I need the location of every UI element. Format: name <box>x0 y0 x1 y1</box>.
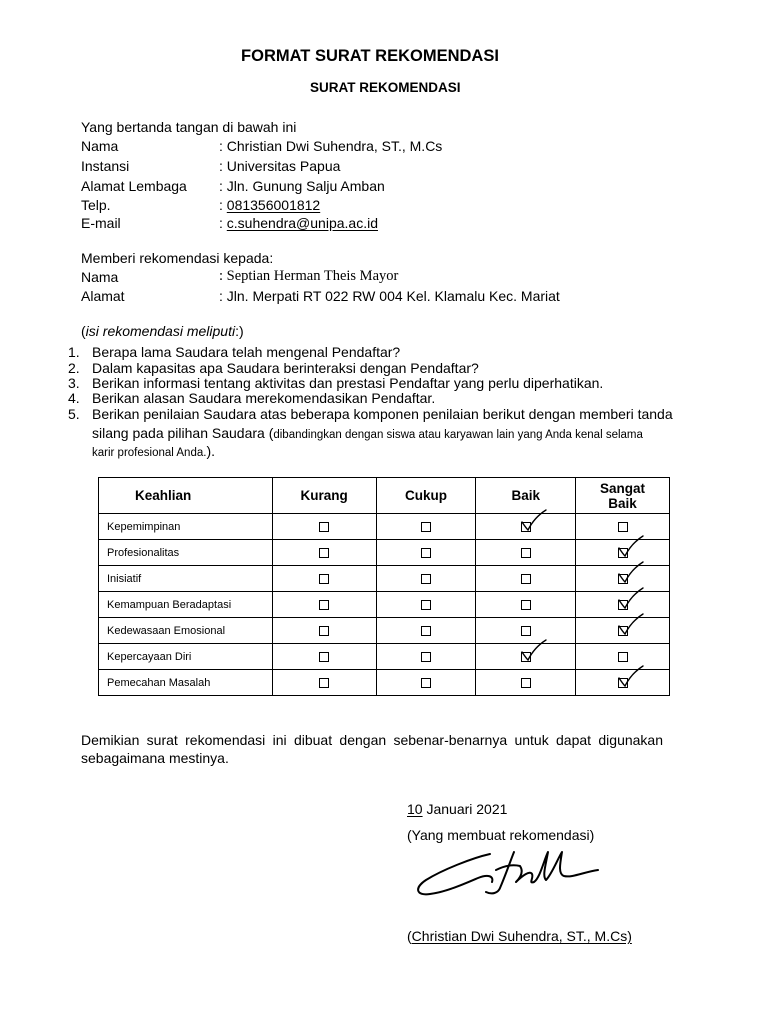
rating-cell-cukup <box>376 618 476 644</box>
checkbox-kurang[interactable] <box>319 548 329 558</box>
rating-cell-sangat-baik <box>576 618 670 644</box>
closing-paragraph: Demikian surat rekomendasi ini dibuat dengan sebenar-benarnya untuk dapat digunakan sebagaimana mestinya. <box>81 732 663 766</box>
signer-name-label: Nama <box>81 138 119 154</box>
checkbox-cukup[interactable] <box>421 574 431 584</box>
check-mark-icon <box>617 534 645 560</box>
checkbox-cukup[interactable] <box>421 652 431 662</box>
checkbox-baik[interactable] <box>521 626 531 636</box>
table-row <box>99 540 670 566</box>
signer-name-value: : Christian Dwi Suhendra, ST., M.Cs <box>219 138 443 154</box>
signature-role: (Yang membuat rekomendasi) <box>407 827 595 843</box>
checkbox-cukup[interactable] <box>421 678 431 688</box>
question-5-continuation: silang pada pilihan Saudara (dibandingkan dengan siswa atau karyawan lain yang Anda kenal selama <box>92 425 643 441</box>
signer-phone-value: : 081356001812 <box>219 197 321 213</box>
rating-cell-kurang <box>272 670 376 696</box>
check-mark-icon <box>617 586 645 612</box>
checkbox-kurang[interactable] <box>319 522 329 532</box>
handwritten-signature <box>412 848 602 900</box>
signature-date: 10 Januari 2021 <box>407 801 508 817</box>
checkbox-kurang[interactable] <box>319 626 329 636</box>
table-row <box>99 514 670 540</box>
check-mark-icon <box>520 508 548 534</box>
checkbox-baik[interactable] <box>521 574 531 584</box>
checkbox-cukup[interactable] <box>421 522 431 532</box>
rating-cell-baik <box>476 514 576 540</box>
rating-table-body <box>99 514 670 696</box>
signer-email-label: E-mail <box>81 215 121 231</box>
question-5-continuation-end: karir profesional Anda.). <box>92 443 215 459</box>
table-row <box>99 618 670 644</box>
signer-address-label: Alamat Lembaga <box>81 178 187 194</box>
recipient-name-value: : Septian Herman Theis Mayor <box>219 268 399 284</box>
rating-cell-baik <box>476 670 576 696</box>
rating-cell-kurang <box>272 618 376 644</box>
checkbox-sangat-baik[interactable] <box>618 522 628 532</box>
signer-address-value: : Jln. Gunung Salju Amban <box>219 178 385 194</box>
checkbox-baik[interactable] <box>521 678 531 688</box>
rating-cell-cukup <box>376 592 476 618</box>
checkbox-kurang[interactable] <box>319 678 329 688</box>
rating-cell-baik <box>476 540 576 566</box>
checkbox-baik[interactable] <box>521 600 531 610</box>
skill-cell: Kepemimpinan <box>99 514 273 540</box>
header-baik: Baik <box>476 478 576 514</box>
rating-cell-baik <box>476 566 576 592</box>
table-row <box>99 592 670 618</box>
rating-cell-kurang <box>272 540 376 566</box>
letter-page: FORMAT SURAT REKOMENDASI SURAT REKOMENDASI Yang bertanda tangan di bawah ini Nama : Christian Dwi Suhendra, ST., M.Cs Instansi : Universitas Papua Alamat Lembaga : Jln. Gunung Salju Amban Telp. : 081356001812 E-mail : c.suhendra@unipa.ac.id Memberi rekomendasi kepada: Nama : Septian Herman Theis Mayor Alamat : Jln. Merpati RT 022 RW 004 Kel. Klamalu Kec. Mariat (isi rekomendasi meliputi:) 1. Berapa lama Saudara telah mengenal Pendaftar? 2. Dalam kapasitas apa Saudara berinteraksi dengan Pendaftar? 3. Berikan informasi tentang aktivitas dan prestasi Pendaftar yang perlu diperhatikan. 4. Berikan alasan Saudara merekomendasikan Pendaftar. 5. Berikan penilaian Saudara atas beberapa komponen penilaian berikut dengan memberi tanda silang pada pilihan Saudara (dibandingkan dengan siswa atau karyawan lain yang Anda kenal selama karir profesional Anda.). Keahlian Kurang Cukup Baik Sangat Baik Kepemimpinan Profesionalitas Inisiatif Kemampuan Beradaptasi Kedewasaan Emosional Kepercayaan Diri Pemecahan Masalah Demikian surat rekomendasi ini dibuat dengan sebenar-benarnya untuk dapat digunakan sebagaimana mestinya. 10 Januari 2021 (Yang membuat rekomendasi) (Christian Dwi Suhendra, ST., M.Cs) <box>0 0 768 1024</box>
check-mark-icon <box>520 638 548 664</box>
rating-cell-cukup <box>376 514 476 540</box>
rating-cell-cukup <box>376 644 476 670</box>
checkbox-cukup[interactable] <box>421 600 431 610</box>
recipient-name-label: Nama <box>81 269 119 285</box>
skill-cell: Kemampuan Beradaptasi <box>99 592 273 618</box>
signer-phone-label: Telp. <box>81 197 111 213</box>
checkbox-kurang[interactable] <box>319 652 329 662</box>
table-row <box>99 566 670 592</box>
rating-cell-cukup <box>376 670 476 696</box>
rating-cell-kurang <box>272 644 376 670</box>
checkbox-kurang[interactable] <box>319 600 329 610</box>
skill-cell: Profesionalitas <box>99 540 273 566</box>
checkbox-kurang[interactable] <box>319 574 329 584</box>
rating-cell-sangat-baik <box>576 670 670 696</box>
recipient-address-label: Alamat <box>81 288 125 304</box>
skill-cell: Inisiatif <box>99 566 273 592</box>
rating-cell-kurang <box>272 566 376 592</box>
rating-cell-baik <box>476 644 576 670</box>
letter-heading: SURAT REKOMENDASI <box>310 80 461 95</box>
check-mark-icon <box>617 612 645 638</box>
header-kurang: Kurang <box>272 478 376 514</box>
signer-email-value: : c.suhendra@unipa.ac.id <box>219 215 378 231</box>
rating-cell-baik <box>476 592 576 618</box>
checkbox-cukup[interactable] <box>421 626 431 636</box>
rating-cell-cukup <box>376 540 476 566</box>
skill-cell: Pemecahan Masalah <box>99 670 273 696</box>
checkbox-sangat-baik[interactable] <box>618 652 628 662</box>
table-row <box>99 670 670 696</box>
table-header-row <box>99 478 670 514</box>
table-row <box>99 644 670 670</box>
rating-cell-kurang <box>272 592 376 618</box>
skill-cell: Kepercayaan Diri <box>99 644 273 670</box>
check-mark-icon <box>617 664 645 690</box>
document-title: FORMAT SURAT REKOMENDASI <box>241 47 499 65</box>
check-mark-icon <box>617 560 645 586</box>
header-cukup: Cukup <box>376 478 476 514</box>
signature-name: (Christian Dwi Suhendra, ST., M.Cs) <box>407 928 632 944</box>
checkbox-baik[interactable] <box>521 548 531 558</box>
checkbox-cukup[interactable] <box>421 548 431 558</box>
content-note: (isi rekomendasi meliputi:) <box>81 323 244 339</box>
header-skill: Keahlian <box>99 478 273 514</box>
recipient-address-value: : Jln. Merpati RT 022 RW 004 Kel. Klamalu Kec. Mariat <box>219 288 560 304</box>
skill-cell: Kedewasaan Emosional <box>99 618 273 644</box>
rating-table <box>98 477 670 696</box>
header-sangat-baik: Sangat Baik <box>576 478 670 514</box>
rating-cell-kurang <box>272 514 376 540</box>
rating-cell-cukup <box>376 566 476 592</box>
signer-intro: Yang bertanda tangan di bawah ini <box>81 119 297 135</box>
signer-institution-value: : Universitas Papua <box>219 158 341 174</box>
signer-institution-label: Instansi <box>81 158 130 174</box>
recipient-intro: Memberi rekomendasi kepada: <box>81 250 274 266</box>
